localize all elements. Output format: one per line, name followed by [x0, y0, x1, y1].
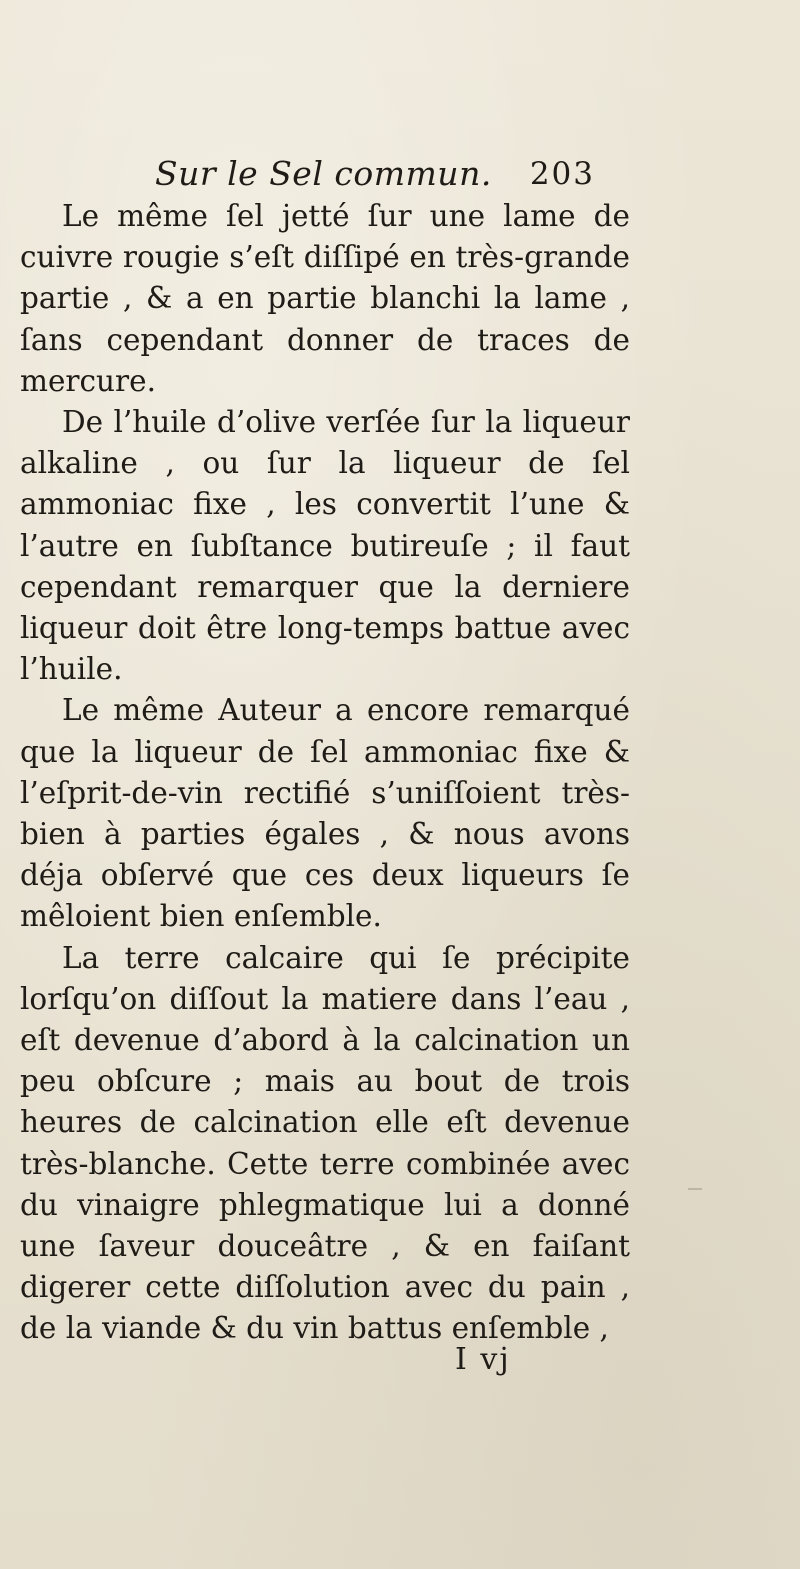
running-title: Sur le Sel commun. [155, 154, 492, 193]
running-head [155, 152, 595, 196]
paragraph-esprit-de-vin: Le même Auteur a encore remarqué que la liqueur de ſel ammoniac fixe & l’eſprit-de-vin rectifié s’uniſſoient très-bien à parties égales , & nous avons déja obſervé que ces deux liqueurs ſe mêloient bien enſemble. [20, 693, 630, 934]
paragraph-terre-calcaire: La terre calcaire qui ſe précipite lorſqu’on diſſout la matiere dans l’eau , eſt devenue d’abord à la calcination un peu obſcure ; mais au bout de trois heures de calcination elle eſt devenue très-blanche. Cette terre combinée avec du vinaigre phlegmatique lui a donné une ſaveur douceâtre , & en faiſant digerer cette diſſolution avec du pain , de la viande & du vin battus enſemble , [20, 940, 630, 1346]
page-number: 203 [529, 156, 595, 192]
body-text [20, 196, 630, 1350]
paragraph-huile-d-olive: De l’huile d’olive verſée ſur la liqueur alkaline , ou ſur la liqueur de ſel ammoniac fixe , les convertit l’une & l’autre en ſubſtance butireuſe ; il faut cependant remarquer que la derniere liqueur doit être long-temps battue avec l’huile. [20, 405, 630, 687]
paragraph-sel-sur-cuivre: Le même ſel jetté ſur une lame de cuivre rougie s’eſt diſſipé en très-grande partie , & a en partie blanchi la lame , ſans cependant donner de traces de mercure. [20, 199, 630, 398]
signature-mark: I vj [455, 1342, 511, 1377]
paper-speck [688, 1188, 702, 1190]
